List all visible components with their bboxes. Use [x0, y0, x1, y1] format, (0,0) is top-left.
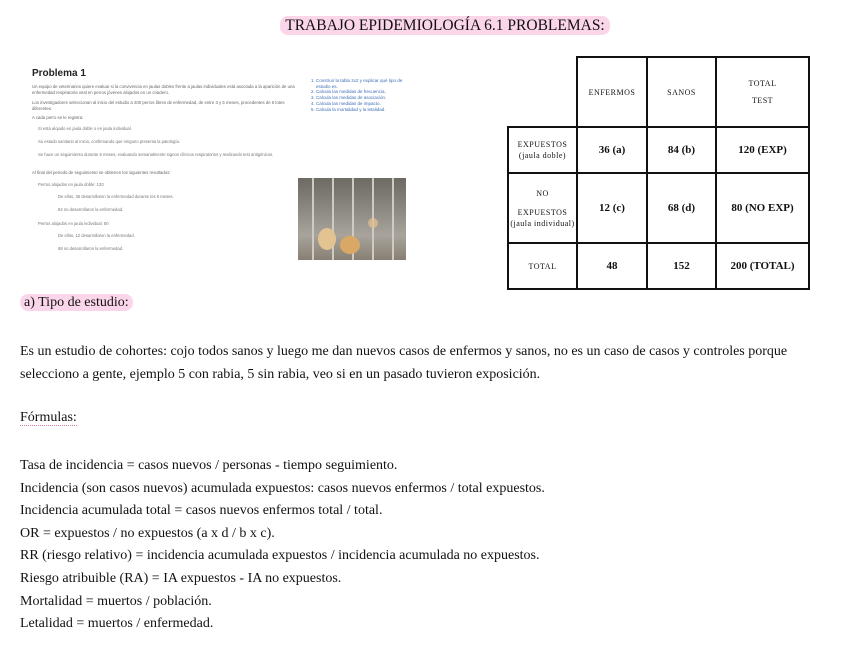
cell-grand-total: 200 (TOTAL) [716, 243, 809, 289]
row-label-line: NO [536, 188, 549, 198]
cell-noexp-total: 80 (NO EXP) [716, 173, 809, 243]
problem-screenshot [26, 64, 416, 264]
step-item: 2. Calcula las medidas de frecuencia. [316, 89, 408, 95]
problem-b1b: 84 no desarrollaron la enfermedad. [58, 207, 124, 212]
problem-b2a: De ellos, 12 desarrollaron la enfermedad. [58, 233, 135, 238]
header-enfermos: ENFERMOS [577, 57, 647, 127]
cell-b: 84 (b) [647, 127, 716, 173]
row-label-total: TOTAL [508, 243, 577, 289]
cell-exp-total: 120 (EXP) [716, 127, 809, 173]
header-test: TEST [751, 96, 774, 105]
problem-intro-1: Un equipo de veterinarios quiere evaluar si la convivencia en jaulas dobles frente a jaulas individuales está asociada a la aparición de una enfermedad respiratoria viral en perros jóvenes alojados en un criadero. [32, 84, 295, 95]
table-row [508, 127, 809, 173]
formulas-heading-text: Fórmulas: [20, 410, 77, 425]
section-a-highlight: a) Tipo de estudio: [20, 294, 133, 311]
row-label-line: (jaula doble) [518, 151, 567, 160]
row-label-expuestos [508, 127, 577, 173]
page-title [0, 17, 848, 35]
puppy-image [368, 218, 378, 228]
cell-d: 68 (d) [647, 173, 716, 243]
problem-intro-3: A cada perro se le registra: [32, 115, 84, 120]
formula-line: Letalidad = muertos / enfermedad. [20, 616, 214, 632]
header-total-test [716, 57, 809, 127]
table-row [508, 173, 809, 243]
problem-bullet-2: Su estado sanitario al inicio, confirmando que ninguno presenta la patología. [38, 139, 181, 144]
study-type-paragraph: Es un estudio de cohortes: cojo todos sanos y luego me dan nuevos casos de enfermos y sanos, no es un caso de casos y controles porque selecciono a gente, ejemplo 5 con rabia, 5 sin rabia, veo si en un pasado tuvieron exposición. [20, 344, 788, 382]
problem-b1: Perros alojados en jaula doble: 120 [38, 182, 104, 187]
formulas-heading [20, 410, 77, 426]
row-label-line: EXPUESTOS [517, 207, 568, 217]
problem-bullet-1: Si está alojado en jaula doble o en jaula individual. [38, 126, 132, 131]
problem-heading: Problema 1 [32, 68, 86, 79]
kennel-photo [298, 178, 406, 260]
title-highlight: TRABAJO EPIDEMIOLOGÍA 6.1 PROBLEMAS: [280, 16, 610, 35]
problem-intro-2: Los investigadores seleccionan al inicio del estudio a 200 perros libres de enfermedad, de entre 3 y 5 meses, procedentes de 6 lotes diferentes. [32, 100, 285, 111]
cell-c: 12 (c) [577, 173, 647, 243]
problem-intro-4: Al final del periodo de seguimiento se obtienen los siguientes resultados: [32, 170, 171, 175]
puppy-image [318, 228, 336, 250]
problem-b1a: De ellos, 36 desarrollaron la enfermedad durante los 6 meses. [58, 194, 174, 199]
problem-b2b: 68 no desarrollaron la enfermedad. [58, 246, 124, 251]
formulas-list [20, 455, 830, 636]
header-total: TOTAL [748, 79, 777, 88]
formula-line: Riesgo atribuible (RA) = IA expuestos - IA no expuestos. [20, 570, 342, 586]
step-item: 1. Construir la tabla 2x2 y explicar qué tipo de estudio es. [316, 78, 408, 89]
step-item: 4. Calcula las medidas de impacto. [316, 101, 408, 107]
section-a-heading [20, 295, 133, 311]
step-item: 3. Calcula las medidas de asociación. [316, 95, 408, 101]
formula-line: RR (riesgo relativo) = incidencia acumulada expuestos / incidencia acumulada no expuestos. [20, 548, 540, 564]
cell-total-enfermos: 48 [577, 243, 647, 289]
formula-line: Incidencia (son casos nuevos) acumulada expuestos: casos nuevos enfermos / total expuestos. [20, 480, 545, 496]
formula-line: Incidencia acumulada total = casos nuevos enfermos total / total. [20, 503, 383, 519]
row-label-line: (jaula individual) [510, 218, 575, 228]
puppy-image [340, 236, 360, 254]
problem-steps [306, 78, 408, 112]
problem-b2: Perros alojados en jaula individual: 80 [38, 221, 109, 226]
formula-line: Tasa de incidencia = casos nuevos / personas - tiempo seguimiento. [20, 458, 398, 473]
table-row [508, 243, 809, 289]
header-sanos: SANOS [647, 57, 716, 127]
problem-bullet-3: Se hace un seguimiento durante 6 meses, evaluando semanalmente signos clínicos respiratorios y realizando test antigénicos. [38, 152, 274, 157]
contingency-table [507, 56, 810, 290]
row-label-no-expuestos [508, 173, 577, 243]
formula-line: Mortalidad = muertos / población. [20, 593, 212, 609]
formula-line: OR = expuestos / no expuestos (a x d / b x c). [20, 525, 275, 541]
step-item: 5. Calcula la mortalidad y la letalidad. [316, 107, 408, 113]
table-corner [508, 57, 577, 127]
row-label-line: EXPUESTOS [517, 140, 568, 149]
cell-total-sanos: 152 [647, 243, 716, 289]
cell-a: 36 (a) [577, 127, 647, 173]
